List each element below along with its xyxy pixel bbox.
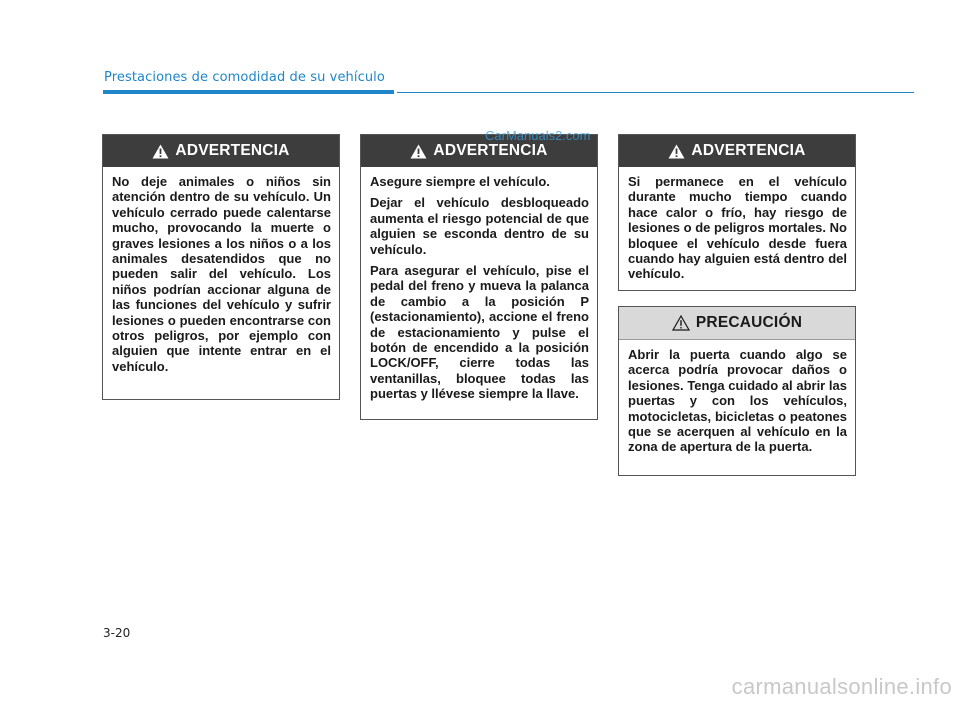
warning-header bbox=[619, 135, 855, 167]
caution-header bbox=[619, 307, 855, 340]
warning-triangle-icon bbox=[152, 144, 169, 159]
header-rule-thick bbox=[103, 90, 394, 94]
warning-paragraph: Dejar el vehículo desbloqueado aumenta el riesgo potencial de que alguien se esconda dentro de su vehículo. bbox=[370, 195, 589, 257]
warning-triangle-icon bbox=[410, 144, 427, 159]
caution-text bbox=[619, 340, 855, 465]
warning-title: ADVERTENCIA bbox=[691, 142, 806, 159]
caution-title: PRECAUCIÓN bbox=[695, 314, 803, 331]
warning-box-children-animals bbox=[102, 134, 340, 400]
warning-text bbox=[361, 167, 597, 412]
overlay-watermark: CarManuals2.com bbox=[485, 128, 591, 143]
page-number: 3-20 bbox=[103, 626, 131, 640]
caution-paragraph: Abrir la puerta cuando algo se acerca podría provocar daños o lesiones. Tenga cuidado al abrir las puertas y con los vehículos, motocicletas, bicicletas o peatones que se acerquen al vehículo en la zona de apertura de la puerta. bbox=[628, 347, 847, 455]
warning-title: ADVERTENCIA bbox=[175, 142, 290, 159]
warning-box-secure-vehicle bbox=[360, 134, 598, 420]
warning-text bbox=[619, 167, 855, 292]
warning-paragraph: Si permanece en el vehículo durante mucho tiempo cuando hace calor o frío, hay riesgo de lesiones o de peligros mortales. No bloquee el vehículo desde fuera cuando hay alguien está dentro del vehículo. bbox=[628, 174, 847, 282]
caution-triangle-icon bbox=[672, 315, 690, 331]
warning-paragraph: Asegure siempre el vehículo. bbox=[370, 174, 550, 189]
caution-box-door-opening bbox=[618, 306, 856, 476]
warning-triangle-icon bbox=[668, 144, 685, 159]
footer-watermark: carmanualsonline.info bbox=[731, 674, 952, 699]
warning-paragraph: Para asegurar el vehículo, pise el pedal del freno y mueva la palanca de cambio a la posición P (estacionamiento), accione el freno de estacionamiento y pulse el botón de encendido a la posición LOCK/OFF, cierre todas las ventanillas, bloquee todas las puertas y llévese siempre la llave. bbox=[370, 263, 589, 402]
warning-text bbox=[103, 167, 339, 384]
section-title: Prestaciones de comodidad de su vehículo bbox=[104, 70, 385, 85]
warning-title: ADVERTENCIA bbox=[433, 142, 548, 159]
warning-header bbox=[103, 135, 339, 167]
warning-paragraph: No deje animales o niños sin atención dentro de su vehículo. Un vehículo cerrado puede calentarse mucho, provocando la muerte o graves lesiones a los niños o a los animales desatendidos que no pueden salir del vehículo. Los niños podrían accionar alguna de las funciones del vehículo y sufrir lesiones o pueden encontrarse con otros peligros, por ejemplo con alguien que intente entrar en el vehículo. bbox=[112, 174, 331, 374]
warning-box-temperature bbox=[618, 134, 856, 291]
header-rule-thin bbox=[397, 92, 914, 93]
